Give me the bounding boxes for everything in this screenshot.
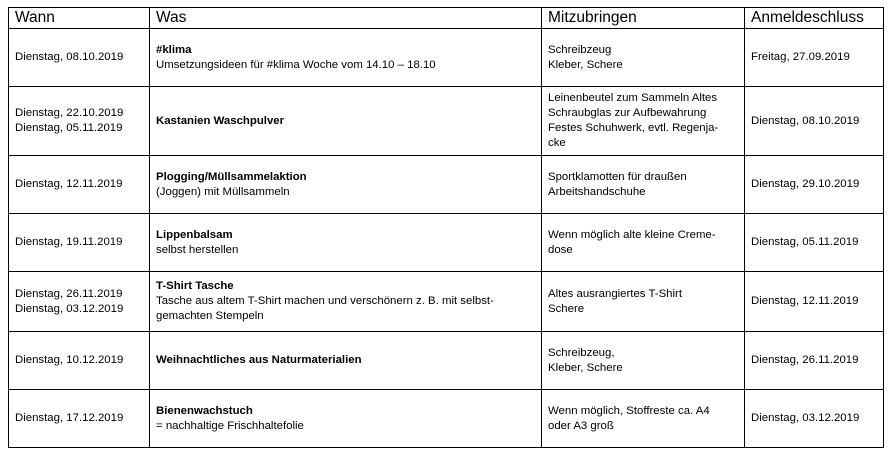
activity-title: Kastanien Waschpulver [156,114,285,127]
cell-was [150,214,542,272]
cell-mitzubringen [542,272,745,332]
item-line: dose [548,243,573,256]
date-line: Dienstag, 12.11.2019 [15,178,123,190]
activity-desc-line: Tasche aus altem T-Shirt machen und verschönern z. B. mit selbst- [156,295,494,307]
activity-title: #klima [156,43,192,56]
schedule-table [8,7,884,448]
activity-desc-line: = nachhaltige Frischhaltefolie [156,419,304,432]
item-line: oder A3 groß [548,419,614,432]
date-line: Dienstag, 08.10.2019 [15,51,124,63]
cell-was [150,156,542,214]
item-line: Altes ausrangiertes T-Shirt [548,287,683,300]
table-row [9,214,884,272]
table-row [9,29,884,87]
date-line: Dienstag, 26.11.2019 [15,287,123,300]
date-line: Dienstag, 17.12.2019 [15,412,124,424]
activity-title: T-Shirt Tasche [156,280,234,292]
item-line: Wenn möglich alte kleine Creme- [548,228,716,241]
activity-title: Plogging/Müllsammelaktion [156,170,307,183]
item-line: Schraubglas zur Aufbewahrung [548,107,707,119]
cell-wann [9,272,150,332]
activity-title: Bienenwachstuch [156,404,253,417]
cell-mitzubringen [542,156,745,214]
cell-mitzubringen [542,390,745,448]
cell-mitzubringen [542,332,745,390]
cell-was [150,332,542,390]
cell-mitzubringen [542,87,745,156]
cell-wann [9,156,150,214]
header-wann: Wann [9,8,150,29]
item-line: Sportklamotten für draußen [548,170,687,183]
cell-anmeldeschluss: Dienstag, 03.12.2019 [745,390,884,448]
cell-was [150,390,542,448]
cell-anmeldeschluss: Dienstag, 12.11.2019 [745,272,884,332]
cell-mitzubringen [542,214,745,272]
activity-desc-line: (Joggen) mit Müllsammeln [156,185,290,198]
activity-title: Weihnachtliches aus Naturmaterialien [156,354,362,366]
date-line: Dienstag, 05.11.2019 [15,122,123,134]
header-was: Was [150,8,542,29]
item-line: Arbeitshandschuhe [548,185,646,198]
cell-anmeldeschluss: Dienstag, 08.10.2019 [745,87,884,156]
date-line: Dienstag, 03.12.2019 [15,302,124,315]
cell-was [150,272,542,332]
cell-wann [9,87,150,156]
cell-wann [9,214,150,272]
item-line: Festes Schuhwerk, evtl. Regenja- [548,122,719,134]
table-row [9,272,884,332]
activity-desc-line: Umsetzungsideen für #klima Woche vom 14.10 – 18.10 [156,58,436,71]
item-line: Schreibzeug, [548,346,615,359]
table-row [9,390,884,448]
item-line: Kleber, Schere [548,58,623,71]
header-mitzubringen: Mitzubringen [542,8,745,29]
cell-was [150,29,542,87]
cell-anmeldeschluss: Dienstag, 26.11.2019 [745,332,884,390]
item-line: Kleber, Schere [548,361,623,374]
item-line: Leinenbeutel zum Sammeln Altes [548,92,718,104]
table-row [9,156,884,214]
cell-anmeldeschluss: Dienstag, 29.10.2019 [745,156,884,214]
cell-was [150,87,542,156]
cell-wann [9,390,150,448]
table-row [9,87,884,156]
activity-desc-line: selbst herstellen [156,243,239,256]
header-row [9,8,884,29]
cell-wann [9,332,150,390]
activity-desc-line: gemachten Stempeln [156,310,264,322]
cell-anmeldeschluss: Dienstag, 05.11.2019 [745,214,884,272]
cell-anmeldeschluss: Freitag, 27.09.2019 [745,29,884,87]
activity-title: Lippenbalsam [156,228,233,241]
date-line: Dienstag, 10.12.2019 [15,354,124,366]
date-line: Dienstag, 19.11.2019 [15,236,123,248]
item-line: Schere [548,302,585,315]
date-line: Dienstag, 22.10.2019 [15,107,124,119]
table-row [9,332,884,390]
item-line: Wenn möglich, Stoffreste ca. A4 [548,404,710,417]
cell-wann [9,29,150,87]
cell-mitzubringen [542,29,745,87]
header-anmeldeschluss: Anmeldeschluss [745,8,884,29]
item-line: Schreibzeug [548,43,612,56]
item-line: cke [548,137,566,149]
